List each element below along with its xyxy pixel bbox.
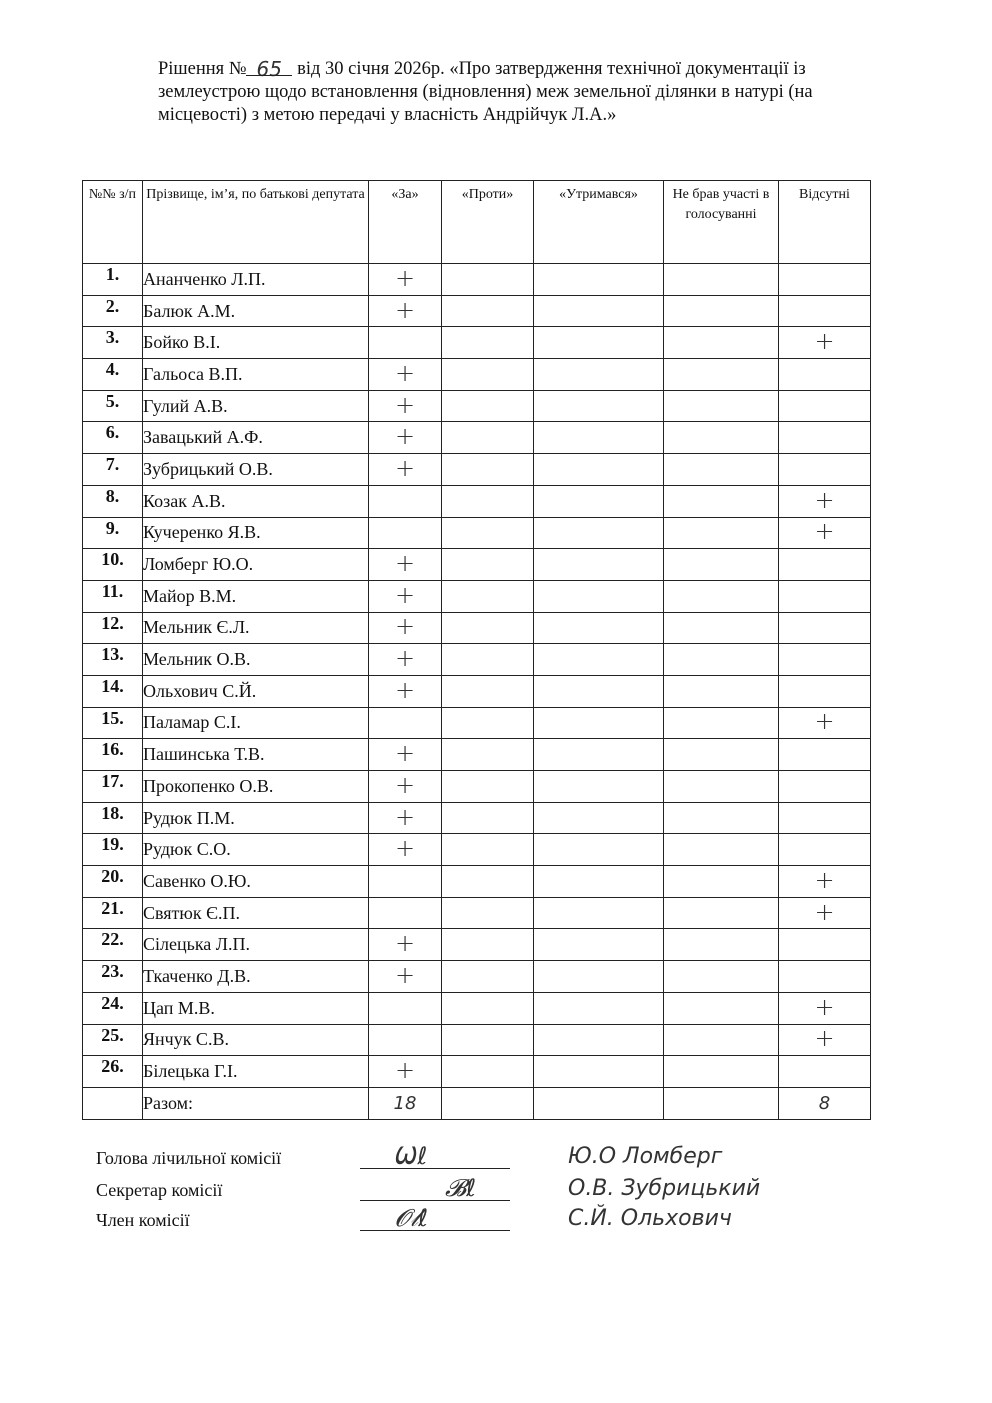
vote-cell-vid (779, 739, 871, 771)
vote-mark: + (814, 327, 835, 356)
vote-cell-ne (664, 961, 779, 993)
vote-mark: + (394, 580, 416, 609)
vote-cell-vid (779, 485, 871, 517)
chair-signature: Ѡℓ (395, 1142, 428, 1170)
voting-table (82, 180, 871, 1120)
vote-cell-vid (779, 992, 871, 1024)
vote-mark: + (814, 1024, 835, 1053)
vote-mark: + (394, 390, 416, 419)
vote-cell-vid (779, 264, 871, 296)
row-number: 23. (83, 961, 143, 993)
vote-cell-za (369, 517, 442, 549)
deputy-name: Прокопенко О.В. (143, 771, 369, 803)
vote-cell-za (369, 485, 442, 517)
vote-cell-utr (534, 1056, 664, 1088)
table-row (83, 1024, 871, 1056)
totals-proty (442, 1087, 534, 1119)
vote-cell-proty (442, 929, 534, 961)
vote-mark: + (394, 644, 416, 673)
vote-cell-vid (779, 454, 871, 486)
vote-cell-proty (442, 612, 534, 644)
row-number: 25. (83, 1024, 143, 1056)
vote-cell-vid (779, 1024, 871, 1056)
vote-cell-ne (664, 295, 779, 327)
vote-cell-utr (534, 739, 664, 771)
row-number: 6. (83, 422, 143, 454)
vote-cell-ne (664, 390, 779, 422)
vote-cell-ne (664, 517, 779, 549)
row-number: 7. (83, 454, 143, 486)
deputy-name: Святюк Є.П. (143, 897, 369, 929)
vote-cell-proty (442, 644, 534, 676)
table-row (83, 517, 871, 549)
vote-cell-utr (534, 422, 664, 454)
vote-cell-ne (664, 359, 779, 391)
vote-cell-utr (534, 675, 664, 707)
deputy-name: Козак А.В. (143, 485, 369, 517)
vote-cell-vid (779, 295, 871, 327)
vote-cell-za (369, 739, 442, 771)
vote-cell-za (369, 897, 442, 929)
deputy-name: Цап М.В. (143, 992, 369, 1024)
vote-cell-proty (442, 897, 534, 929)
table-row (83, 264, 871, 296)
totals-row (83, 1087, 871, 1119)
table-row (83, 549, 871, 581)
vote-cell-ne (664, 612, 779, 644)
row-number: 11. (83, 580, 143, 612)
member-signature-line (360, 1230, 510, 1231)
row-number: 8. (83, 485, 143, 517)
deputy-name: Завацький А.Ф. (143, 422, 369, 454)
vote-cell-utr (534, 1024, 664, 1056)
table-row (83, 422, 871, 454)
vote-mark: + (394, 295, 416, 324)
vote-cell-utr (534, 517, 664, 549)
vote-mark: + (394, 802, 416, 831)
deputy-name: Сілецька Л.П. (143, 929, 369, 961)
table-row (83, 866, 871, 898)
vote-cell-ne (664, 549, 779, 581)
vote-cell-utr (534, 929, 664, 961)
table-row (83, 771, 871, 803)
vote-cell-proty (442, 866, 534, 898)
vote-cell-utr (534, 327, 664, 359)
vote-cell-vid (779, 644, 871, 676)
secretary-role: Секретар комісії (96, 1180, 223, 1200)
table-row (83, 644, 871, 676)
vote-cell-ne (664, 675, 779, 707)
table-row (83, 802, 871, 834)
vote-cell-vid (779, 580, 871, 612)
vote-cell-utr (534, 961, 664, 993)
vote-cell-proty (442, 485, 534, 517)
vote-cell-za (369, 771, 442, 803)
vote-cell-ne (664, 454, 779, 486)
vote-cell-vid (779, 897, 871, 929)
deputy-name: Ломберг Ю.О. (143, 549, 369, 581)
vote-mark: + (394, 1056, 416, 1085)
vote-cell-za (369, 264, 442, 296)
vote-cell-vid (779, 675, 871, 707)
table-row (83, 454, 871, 486)
vote-cell-ne (664, 327, 779, 359)
vote-cell-proty (442, 771, 534, 803)
row-number: 5. (83, 390, 143, 422)
vote-cell-ne (664, 771, 779, 803)
header-utrymavsia: «Утримався» (534, 181, 664, 264)
row-number: 4. (83, 359, 143, 391)
vote-cell-ne (664, 739, 779, 771)
vote-cell-proty (442, 327, 534, 359)
vote-cell-utr (534, 454, 664, 486)
row-number: 19. (83, 834, 143, 866)
totals-label: Разом: (143, 1087, 369, 1119)
header-za: «За» (369, 181, 442, 264)
vote-mark: + (394, 453, 416, 482)
vote-cell-za (369, 929, 442, 961)
deputy-name: Паламар С.І. (143, 707, 369, 739)
vote-cell-vid (779, 771, 871, 803)
vote-cell-proty (442, 422, 534, 454)
vote-mark: + (814, 992, 835, 1021)
vote-mark: + (814, 897, 835, 926)
vote-cell-vid (779, 359, 871, 391)
vote-cell-utr (534, 485, 664, 517)
table-row (83, 834, 871, 866)
vote-cell-utr (534, 992, 664, 1024)
vote-cell-proty (442, 1024, 534, 1056)
vote-cell-vid (779, 929, 871, 961)
vote-cell-utr (534, 295, 664, 327)
row-number: 22. (83, 929, 143, 961)
row-number: 12. (83, 612, 143, 644)
vote-cell-utr (534, 390, 664, 422)
vote-cell-za (369, 454, 442, 486)
vote-cell-utr (534, 264, 664, 296)
vote-cell-vid (779, 834, 871, 866)
vote-cell-vid (779, 1056, 871, 1088)
vote-cell-za (369, 295, 442, 327)
vote-mark: + (394, 612, 416, 641)
table-row (83, 612, 871, 644)
vote-cell-proty (442, 359, 534, 391)
vote-cell-utr (534, 707, 664, 739)
vote-mark: + (394, 834, 416, 863)
row-number: 17. (83, 771, 143, 803)
header-ne-brav: Не брав участі в голосуванні (664, 181, 779, 264)
secretary-name: О.В. Зубрицький (568, 1176, 761, 1201)
vote-cell-ne (664, 1056, 779, 1088)
vote-cell-proty (442, 834, 534, 866)
deputy-name: Білецька Г.І. (143, 1056, 369, 1088)
vote-cell-vid (779, 390, 871, 422)
vote-cell-utr (534, 897, 664, 929)
vote-cell-za (369, 580, 442, 612)
deputy-name: Пашинська Т.В. (143, 739, 369, 771)
vote-cell-vid (779, 866, 871, 898)
vote-cell-za (369, 644, 442, 676)
table-row (83, 739, 871, 771)
table-row (83, 929, 871, 961)
vote-cell-utr (534, 866, 664, 898)
vote-cell-ne (664, 866, 779, 898)
row-number: 16. (83, 739, 143, 771)
table-row (83, 485, 871, 517)
table-row (83, 327, 871, 359)
vote-mark: + (394, 549, 416, 578)
vote-cell-utr (534, 771, 664, 803)
chair-signature-line (360, 1168, 510, 1169)
table-row (83, 1056, 871, 1088)
deputy-name: Мельник О.В. (143, 644, 369, 676)
vote-cell-proty (442, 707, 534, 739)
vote-cell-proty (442, 992, 534, 1024)
vote-cell-za (369, 327, 442, 359)
vote-mark: + (814, 517, 835, 546)
vote-cell-ne (664, 422, 779, 454)
header-no: №№ з/п (83, 181, 143, 264)
vote-cell-ne (664, 897, 779, 929)
vote-cell-za (369, 866, 442, 898)
vote-mark: + (394, 960, 416, 989)
row-number: 2. (83, 295, 143, 327)
member-signature: 𝓞𝓁ℓ (395, 1204, 429, 1232)
vote-mark: + (394, 739, 416, 768)
table-row (83, 580, 871, 612)
vote-cell-proty (442, 1056, 534, 1088)
vote-cell-ne (664, 264, 779, 296)
vote-mark: + (394, 358, 416, 387)
table-row (83, 295, 871, 327)
vote-cell-proty (442, 802, 534, 834)
secretary-signature-line (360, 1200, 510, 1201)
table-row (83, 390, 871, 422)
totals-no (83, 1087, 143, 1119)
vote-cell-za (369, 834, 442, 866)
vote-cell-proty (442, 549, 534, 581)
deputy-name: Майор В.М. (143, 580, 369, 612)
vote-cell-proty (442, 739, 534, 771)
decision-number: 65 (256, 57, 282, 81)
vote-mark: + (394, 929, 416, 958)
deputy-name: Янчук С.В. (143, 1024, 369, 1056)
row-number: 14. (83, 675, 143, 707)
row-number: 3. (83, 327, 143, 359)
row-number: 26. (83, 1056, 143, 1088)
row-number: 1. (83, 264, 143, 296)
title-prefix: Рішення № (158, 59, 247, 79)
table-row (83, 992, 871, 1024)
vote-mark: + (394, 675, 416, 704)
deputy-name: Рудюк С.О. (143, 834, 369, 866)
member-role: Член комісії (96, 1210, 190, 1230)
vote-cell-utr (534, 549, 664, 581)
vote-cell-proty (442, 454, 534, 486)
row-number: 18. (83, 802, 143, 834)
vote-mark: + (394, 263, 416, 292)
table-header-row (83, 181, 871, 264)
deputy-name: Ольхович С.Й. (143, 675, 369, 707)
vote-cell-vid (779, 549, 871, 581)
totals-vidsutni: 8 (779, 1087, 871, 1119)
deputy-name: Зубрицький О.В. (143, 454, 369, 486)
row-number: 24. (83, 992, 143, 1024)
deputy-name: Мельник Є.Л. (143, 612, 369, 644)
row-number: 21. (83, 897, 143, 929)
vote-cell-vid (779, 327, 871, 359)
vote-mark: + (394, 422, 416, 451)
deputy-name: Гулий А.В. (143, 390, 369, 422)
row-number: 15. (83, 707, 143, 739)
vote-cell-utr (534, 612, 664, 644)
vote-cell-ne (664, 485, 779, 517)
vote-cell-ne (664, 834, 779, 866)
title-text: від 30 січня 2026р. «Про затвердження технічної документації із землеустрою щодо встановлення (відновлення) меж земельної ділянки в натурі (на місцевості) з метою передачі у власність Андрійчук Л.А.» (158, 59, 813, 125)
vote-cell-za (369, 707, 442, 739)
vote-cell-ne (664, 580, 779, 612)
table-row (83, 897, 871, 929)
vote-cell-za (369, 1056, 442, 1088)
vote-cell-vid (779, 612, 871, 644)
secretary-signature: 𝓑ℓ (445, 1174, 477, 1202)
vote-cell-za (369, 675, 442, 707)
vote-cell-utr (534, 644, 664, 676)
vote-cell-ne (664, 802, 779, 834)
vote-cell-za (369, 992, 442, 1024)
vote-cell-ne (664, 1024, 779, 1056)
vote-mark: + (814, 707, 835, 736)
vote-cell-utr (534, 834, 664, 866)
vote-cell-za (369, 961, 442, 993)
vote-cell-za (369, 359, 442, 391)
vote-cell-vid (779, 517, 871, 549)
chair-name: Ю.О Ломберг (568, 1144, 723, 1169)
vote-cell-ne (664, 929, 779, 961)
vote-cell-proty (442, 675, 534, 707)
vote-cell-ne (664, 707, 779, 739)
vote-cell-proty (442, 517, 534, 549)
row-number: 13. (83, 644, 143, 676)
vote-cell-vid (779, 707, 871, 739)
vote-cell-utr (534, 359, 664, 391)
vote-cell-za (369, 422, 442, 454)
vote-cell-utr (534, 802, 664, 834)
deputy-name: Бойко В.І. (143, 327, 369, 359)
vote-cell-za (369, 612, 442, 644)
deputy-name: Балюк А.М. (143, 295, 369, 327)
vote-cell-vid (779, 802, 871, 834)
deputy-name: Ананченко Л.П. (143, 264, 369, 296)
deputy-name: Ткаченко Д.В. (143, 961, 369, 993)
vote-cell-ne (664, 992, 779, 1024)
header-proty: «Проти» (442, 181, 534, 264)
vote-cell-ne (664, 644, 779, 676)
vote-cell-proty (442, 580, 534, 612)
table-row (83, 707, 871, 739)
vote-mark: + (394, 770, 416, 799)
vote-cell-proty (442, 264, 534, 296)
totals-za: 18 (369, 1087, 442, 1119)
member-name: С.Й. Ольхович (568, 1206, 732, 1231)
totals-ne-brav (664, 1087, 779, 1119)
deputy-name: Рудюк П.М. (143, 802, 369, 834)
header-vidsutni: Відсутні (779, 181, 871, 264)
table-row (83, 675, 871, 707)
vote-cell-vid (779, 422, 871, 454)
vote-cell-za (369, 1024, 442, 1056)
row-number: 20. (83, 866, 143, 898)
totals-utrymavsia (534, 1087, 664, 1119)
deputy-name: Гальоса В.П. (143, 359, 369, 391)
vote-cell-za (369, 802, 442, 834)
row-number: 9. (83, 517, 143, 549)
row-number: 10. (83, 549, 143, 581)
vote-cell-proty (442, 295, 534, 327)
vote-mark: + (814, 865, 835, 894)
vote-cell-vid (779, 961, 871, 993)
vote-cell-proty (442, 961, 534, 993)
chair-role: Голова лічильної комісії (96, 1148, 282, 1168)
vote-cell-utr (534, 580, 664, 612)
vote-cell-za (369, 390, 442, 422)
vote-cell-za (369, 549, 442, 581)
table-row (83, 961, 871, 993)
vote-cell-proty (442, 390, 534, 422)
decision-title (158, 58, 878, 127)
deputy-name: Кучеренко Я.В. (143, 517, 369, 549)
deputy-name: Савенко О.Ю. (143, 866, 369, 898)
table-row (83, 359, 871, 391)
vote-mark: + (814, 485, 835, 514)
header-name: Прізвище, ім’я, по батькові депутата (143, 181, 369, 264)
